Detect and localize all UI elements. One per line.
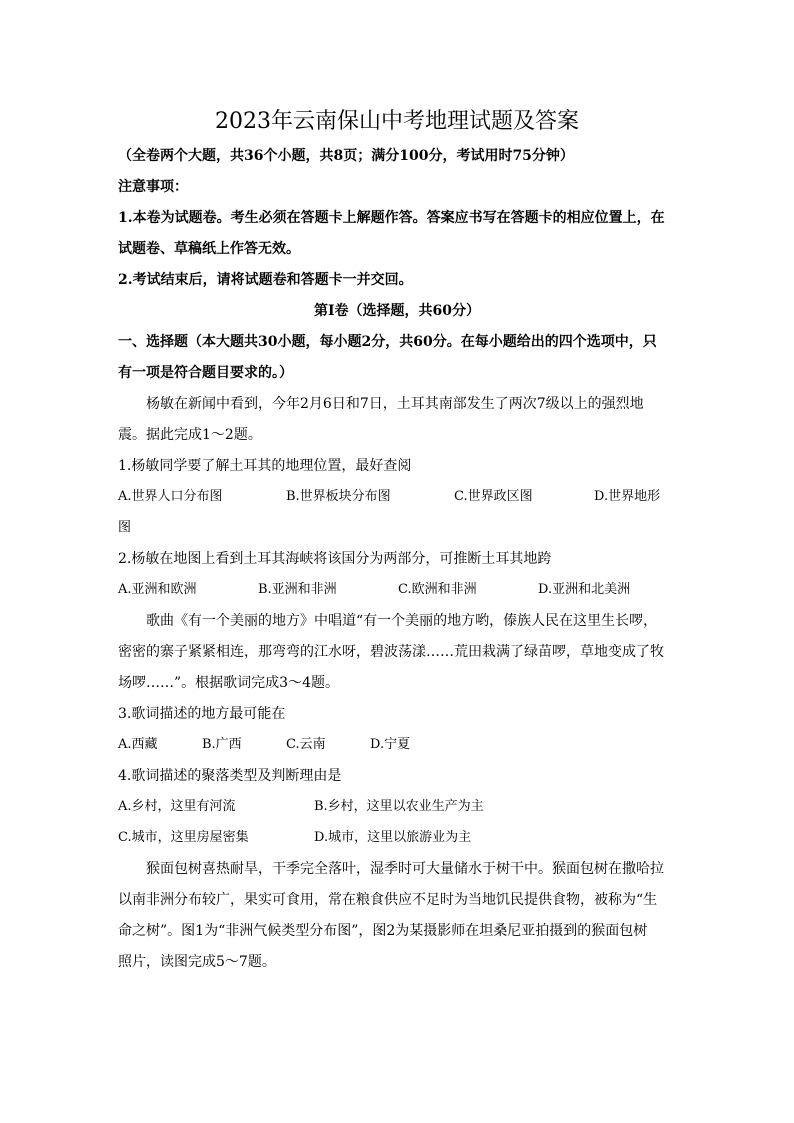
notice-item-1-line-2: 试题卷、草稿纸上作答无效。 [118,241,300,257]
q4-option-a: A.乡村，这里有河流 [118,799,236,814]
stem2-line-3: 场啰……”。根据歌词完成3～4题。 [118,675,339,691]
stem1-line-2: 震。据此完成1～2题。 [118,427,262,443]
q3-option-a: A.西藏 [118,737,158,752]
q3-option-b: B.广西 [202,737,242,752]
stem3-line-1: 猴面包树喜热耐旱，干季完全落叶，湿季时可大量储水于树干中。猴面包树在撒哈拉 [146,861,664,877]
question-1: 1.杨敏同学要了解土耳其的地理位置，最好查阅 [118,458,412,474]
section1-heading-line-1: 一、选择题（本大题共30小题，每小题2分，共60分。在每小题给出的四个选项中，只 [118,334,657,350]
question-4: 4.歌词描述的聚落类型及判断理由是 [118,768,342,784]
q4-option-c: C.城市，这里房屋密集 [118,830,249,845]
q2-option-a: A.亚洲和欧洲 [118,582,197,597]
notice-heading: 注意事项： [118,179,188,195]
q1-option-c: C.世界政区图 [454,489,533,504]
q3-option-d: D.宁夏 [370,737,411,752]
notice-item-2: 2.考试结束后，请将试题卷和答题卡一并交回。 [118,272,413,288]
stem1-line-1: 杨敏在新闻中看到，今年2月6日和7日，土耳其南部发生了两次7级以上的强烈地 [146,396,644,412]
q2-option-d: D.亚洲和北美洲 [538,582,631,597]
stem3-line-4: 照片，读图完成5～7题。 [118,954,276,970]
page-title: 2023年云南保山中考地理试题及答案 [215,109,579,134]
stem2-line-1: 歌曲《有一个美丽的地方》中唱道“有一个美丽的地方哟，傣族人民在这里生长啰， [146,613,658,629]
question-3: 3.歌词描述的地方最可能在 [118,706,286,722]
stem2-line-2: 密密的寨子紧紧相连，那弯弯的江水呀，碧波荡漾……荒田栽满了绿苗啰，草地变成了牧 [118,644,664,660]
stem3-line-3: 命之树”。图1为“非洲气候类型分布图”，图2为某摄影师在坦桑尼亚拍摄到的猴面包树 [118,923,648,939]
q1-option-b: B.世界板块分布图 [286,489,391,504]
section1-heading-line-2: 有一项是符合题目要求的。） [118,365,293,381]
q4-option-b: B.乡村，这里以农业生产为主 [314,799,484,814]
q4-option-d: D.城市，这里以旅游业为主 [314,830,472,845]
q3-option-c: C.云南 [286,737,326,752]
question-2: 2.杨敏在地图上看到土耳其海峡将该国分为两部分，可推断土耳其地跨 [118,551,552,567]
stem3-line-2: 以南非洲分布较广，果实可食用，常在粮食供应不足时为当地饥民提供食物，被称为“生 [118,892,658,908]
q2-option-c: C.欧洲和非洲 [398,582,477,597]
q2-option-b: B.亚洲和非洲 [258,582,337,597]
q1-option-a: A.世界人口分布图 [118,489,223,504]
q1-option-d: D.世界地形 [594,489,661,504]
q1-option-d-wrap: 图 [118,520,132,535]
part1-heading: 第Ⅰ卷（选择题，共60分） [313,303,481,319]
exam-info: （全卷两个大题，共36个小题，共8页；满分100分，考试用时75分钟） [118,148,574,164]
notice-item-1-line-1: 1.本卷为试题卷。考生必须在答题卡上解题作答。答案应书写在答题卡的相应位置上，在 [118,210,665,226]
